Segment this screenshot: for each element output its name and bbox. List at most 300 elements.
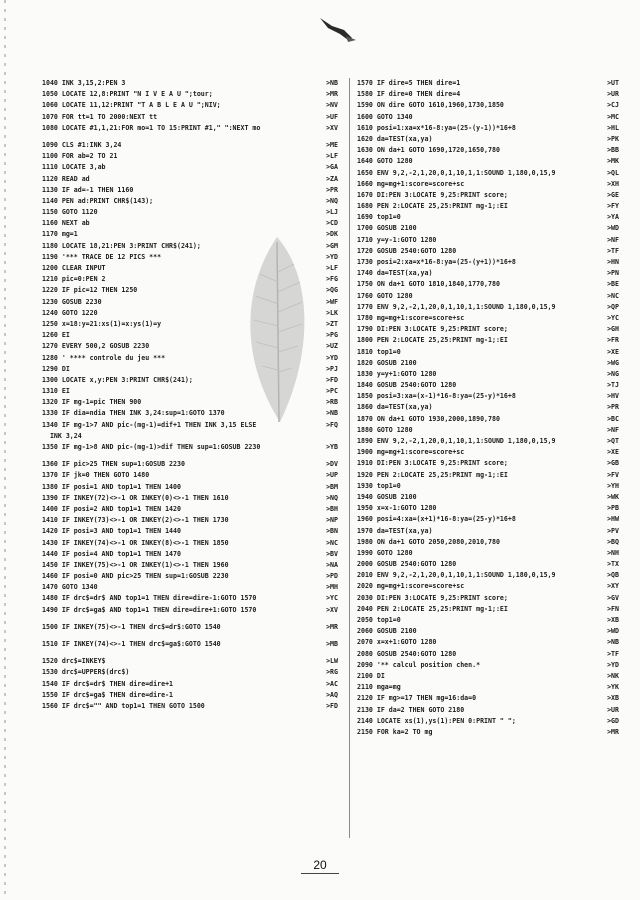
checksum: >XB bbox=[607, 694, 619, 703]
checksum: >NF bbox=[607, 235, 619, 244]
checksum: >HL bbox=[607, 123, 619, 132]
code-line bbox=[357, 682, 619, 693]
code-text: 1740 da=TEST(xa,ya) bbox=[357, 269, 433, 278]
checksum: >HW bbox=[607, 515, 619, 524]
checksum: >LW bbox=[326, 657, 338, 666]
code-line bbox=[357, 100, 619, 111]
code-line bbox=[357, 581, 619, 592]
code-text: 1770 ENV 9,2,-2,1,20,0,1,10,1,1:SOUND 1,180,0,15,9 bbox=[357, 302, 556, 311]
checksum: >RB bbox=[326, 398, 338, 407]
checksum: >MR bbox=[607, 727, 619, 736]
checksum: >MR bbox=[326, 90, 338, 99]
code-text: 1430 IF INKEY(74)<>-1 OR INKEY(8)<>-1 THEN 1850 bbox=[42, 538, 229, 547]
code-line bbox=[357, 291, 619, 302]
checksum: >BN bbox=[326, 527, 338, 536]
checksum: >BM bbox=[326, 482, 338, 491]
code-text: 1240 GOTO 1220 bbox=[42, 308, 98, 317]
checksum: >NC bbox=[326, 538, 338, 547]
code-line bbox=[42, 442, 338, 453]
code-text: 1090 CLS #1:INK 3,24 bbox=[42, 140, 122, 149]
code-line bbox=[357, 190, 619, 201]
checksum: >NQ bbox=[326, 196, 338, 205]
code-line bbox=[42, 526, 338, 537]
code-text: 1580 IF dire=0 THEN dire=4 bbox=[357, 90, 461, 99]
column-separator bbox=[349, 78, 350, 838]
code-text: 1300 LOCATE x,y:PEN 3:PRINT CHR$(241); bbox=[42, 375, 193, 384]
checksum: >PR bbox=[607, 403, 619, 412]
checksum: >YA bbox=[607, 213, 619, 222]
code-text: 1330 IF dia=ndia THEN INK 3,24:sup=1:GOTO 1370 bbox=[42, 409, 225, 418]
code-text: 1700 GOSUB 2100 bbox=[357, 224, 417, 233]
checksum: >TX bbox=[607, 560, 619, 569]
code-text: 2090 '** calcul position chen.* bbox=[357, 660, 481, 669]
code-text: 1800 PEN 2:LOCATE 25,25:PRINT mg-1;:EI bbox=[357, 336, 508, 345]
code-text: 2140 LOCATE xs(1),ys(1):PEN 0:PRINT " "; bbox=[357, 716, 516, 725]
code-line bbox=[42, 515, 338, 526]
code-text: 1960 posi=4:xa=(x+1)*16-8:ya=(25-y)*16+8 bbox=[357, 515, 516, 524]
code-line bbox=[357, 257, 619, 268]
checksum: >PR bbox=[326, 185, 338, 194]
code-text: 2120 IF mg>=17 THEN mg=16:da=0 bbox=[357, 694, 477, 703]
checksum: >UR bbox=[607, 705, 619, 714]
code-text: 1200 CLEAR INPUT bbox=[42, 264, 106, 272]
code-line bbox=[357, 492, 619, 503]
checksum: >QL bbox=[607, 168, 619, 177]
checksum: >CD bbox=[326, 219, 338, 228]
code-text: 1710 y=y-1:GOTO 1280 bbox=[357, 235, 437, 244]
checksum: >QP bbox=[607, 302, 619, 311]
code-line bbox=[357, 559, 619, 570]
code-line bbox=[42, 482, 338, 493]
code-text: 1950 x=x-1:GOTO 1280 bbox=[357, 504, 437, 513]
code-text: 1320 IF mg-1=pic THEN 900 bbox=[42, 398, 142, 407]
code-line bbox=[42, 263, 338, 274]
code-text: 1990 GOTO 1280 bbox=[357, 548, 413, 557]
checksum: >TF bbox=[607, 649, 619, 658]
code-text: 1940 GOSUB 2100 bbox=[357, 492, 417, 501]
code-line bbox=[357, 246, 619, 257]
checksum: >XV bbox=[326, 605, 338, 614]
code-text: 1790 DI:PEN 3:LOCATE 9,25:PRINT score; bbox=[357, 325, 508, 334]
checksum: >UZ bbox=[326, 342, 338, 351]
checksum: >HN bbox=[607, 258, 619, 266]
checksum: >YC bbox=[326, 594, 338, 603]
code-line bbox=[357, 112, 619, 123]
checksum: >NV bbox=[326, 101, 338, 110]
code-text: 1470 GOTO 1340 bbox=[42, 583, 98, 592]
code-line bbox=[357, 693, 619, 704]
checksum: >YD bbox=[607, 660, 619, 669]
code-text: 2030 DI:PEN 3:LOCATE 9,25:PRINT score; bbox=[357, 593, 508, 602]
code-line bbox=[357, 145, 619, 156]
code-line bbox=[42, 274, 338, 285]
code-line bbox=[357, 436, 619, 447]
checksum: >BB bbox=[607, 146, 619, 155]
code-line bbox=[42, 207, 338, 218]
code-line bbox=[42, 605, 338, 616]
checksum: >NP bbox=[326, 516, 338, 525]
code-text: 1630 ON da+1 GOTO 1690,1720,1650,780 bbox=[357, 146, 500, 155]
code-line bbox=[357, 347, 619, 358]
code-text: 2130 IF da=2 THEN GOTO 2180 bbox=[357, 705, 465, 714]
checksum: >GV bbox=[607, 593, 619, 602]
code-line bbox=[42, 504, 338, 515]
code-line bbox=[357, 615, 619, 626]
code-line bbox=[357, 201, 619, 212]
checksum: >UF bbox=[326, 112, 338, 121]
code-text: 1930 top1=0 bbox=[357, 481, 401, 490]
code-line bbox=[42, 218, 338, 229]
code-line bbox=[357, 637, 619, 648]
code-text: 1970 da=TEST(xa,ya) bbox=[357, 526, 433, 535]
code-text: 1150 GOTO 1120 bbox=[42, 208, 98, 217]
code-line bbox=[42, 375, 338, 386]
code-line bbox=[42, 639, 338, 650]
checksum: >LK bbox=[326, 308, 338, 317]
code-line bbox=[42, 162, 338, 173]
checksum: >XE bbox=[607, 448, 619, 457]
code-text: 1650 ENV 9,2,-2,1,20,0,1,10,1,1:SOUND 1,180,0,15,9 bbox=[357, 168, 556, 177]
checksum: >FR bbox=[607, 336, 619, 345]
code-text: 1520 drc$=INKEY$ bbox=[42, 657, 106, 666]
checksum: >GD bbox=[607, 716, 619, 725]
code-text: 1070 FOR tt=1 TO 2000:NEXT tt bbox=[42, 112, 158, 121]
checksum: >AC bbox=[326, 679, 338, 688]
checksum: >NB bbox=[326, 409, 338, 418]
code-text: 1450 IF INKEY(75)<>-1 OR INKEY(1)<>-1 THEN 1960 bbox=[42, 560, 229, 569]
checksum: >BE bbox=[607, 280, 619, 289]
checksum: >NF bbox=[607, 425, 619, 434]
code-text: 2150 FOR ka=2 TO mg bbox=[357, 727, 433, 736]
code-text: 1080 LOCATE #1,1,21:FOR mo=1 TO 15:PRINT #1," ":NEXT mo bbox=[42, 123, 261, 132]
checksum: >QB bbox=[607, 571, 619, 580]
code-line bbox=[42, 78, 338, 89]
code-text: 1370 IF jk=0 THEN GOTO 1480 bbox=[42, 471, 150, 480]
code-text: 1570 IF dire=5 THEN dire=1 bbox=[357, 79, 461, 87]
code-text: 1140 PEN ad:PRINT CHR$(143); bbox=[42, 196, 154, 205]
checksum: >PJ bbox=[326, 364, 338, 373]
code-text: 1600 GOTO 1340 bbox=[357, 112, 413, 121]
checksum: >PK bbox=[607, 134, 619, 143]
code-text: 1170 mg=1 bbox=[42, 230, 78, 239]
paper-clip-ornament-icon bbox=[318, 14, 358, 44]
checksum: >UP bbox=[326, 471, 338, 480]
code-text: 1230 GOSUB 2230 bbox=[42, 297, 102, 306]
code-line bbox=[42, 241, 338, 252]
code-line bbox=[42, 420, 338, 431]
checksum: >ZT bbox=[326, 319, 338, 328]
code-text: 2080 GOSUB 2540:GOTO 1280 bbox=[357, 649, 457, 658]
checksum: >FQ bbox=[326, 420, 338, 429]
code-line bbox=[42, 252, 338, 263]
code-text: 1920 PEN 2:LOCATE 25,25:PRINT mg-1;:EI bbox=[357, 470, 508, 479]
code-line bbox=[357, 279, 619, 290]
checksum: >PC bbox=[326, 387, 338, 396]
perforation-edge bbox=[4, 0, 6, 900]
checksum: >FY bbox=[607, 202, 619, 211]
code-text: 2110 mga=mg bbox=[357, 683, 401, 692]
checksum: >PG bbox=[326, 331, 338, 340]
code-text: 1250 x=18:y=21:xs(1)=x:ys(1)=y bbox=[42, 319, 162, 328]
code-text: 1680 PEN 2:LOCATE 25,25:PRINT mg-1;:EI bbox=[357, 202, 508, 211]
code-line bbox=[357, 425, 619, 436]
checksum: >DV bbox=[326, 460, 338, 469]
checksum: >GA bbox=[326, 163, 338, 172]
code-line bbox=[42, 151, 338, 162]
code-line bbox=[42, 386, 338, 397]
code-text: 1660 mg=mg+1:score=score+sc bbox=[357, 179, 465, 188]
code-line bbox=[42, 459, 338, 470]
code-text: 1480 IF drc$=dr$ AND top1=1 THEN dire=dire-1:GOTO 1570 bbox=[42, 594, 257, 603]
checksum: >WF bbox=[326, 297, 338, 306]
code-text: 1290 DI bbox=[42, 364, 70, 373]
checksum: >FD bbox=[326, 701, 338, 710]
code-text: INK 3,24 bbox=[42, 431, 82, 440]
code-line bbox=[357, 481, 619, 492]
checksum: >XH bbox=[607, 179, 619, 188]
checksum: >YC bbox=[607, 313, 619, 322]
code-text: 1840 GOSUB 2540:GOTO 1280 bbox=[357, 381, 457, 390]
code-text: 1780 mg=mg+1:score=score+sc bbox=[357, 313, 465, 322]
code-line bbox=[42, 100, 338, 111]
code-line bbox=[357, 123, 619, 134]
checksum: >XE bbox=[607, 347, 619, 356]
code-text: 1360 IF pic>25 THEN sup=1:GOSUB 2230 bbox=[42, 460, 185, 469]
code-line bbox=[42, 593, 338, 604]
code-text: 1190 '*** TRACE DE 12 PICS *** bbox=[42, 252, 162, 261]
checksum: >BC bbox=[607, 414, 619, 423]
code-line bbox=[42, 431, 338, 442]
code-text: 1760 GOTO 1280 bbox=[357, 291, 413, 300]
code-line bbox=[42, 701, 338, 712]
code-line bbox=[42, 229, 338, 240]
checksum: >TF bbox=[607, 246, 619, 255]
code-text: 1380 IF posi=1 AND top1=1 THEN 1400 bbox=[42, 482, 181, 491]
code-line bbox=[357, 671, 619, 682]
checksum: >PD bbox=[326, 572, 338, 581]
code-text: 1050 LOCATE 12,8:PRINT "N I V E A U ";tour; bbox=[42, 90, 213, 99]
code-line bbox=[42, 123, 338, 134]
checksum: >NH bbox=[607, 548, 619, 557]
code-text: 1420 IF posi=3 AND top1=1 THEN 1440 bbox=[42, 527, 181, 536]
code-text: 1280 ' **** controle du jeu *** bbox=[42, 353, 166, 362]
code-line bbox=[42, 549, 338, 560]
code-text: 1560 IF drc$="" AND top1=1 THEN GOTO 1500 bbox=[42, 701, 205, 710]
checksum: >GB bbox=[607, 459, 619, 468]
code-line bbox=[42, 656, 338, 667]
code-text: 1540 IF drc$=dr$ THEN dire=dire+1 bbox=[42, 679, 174, 688]
code-text: 1350 IF mg-1>8 AND pic-(mg-1)>dif THEN sup=1:GOSUB 2230 bbox=[42, 443, 261, 451]
code-line bbox=[357, 447, 619, 458]
code-text: 2050 top1=0 bbox=[357, 616, 401, 624]
code-line bbox=[42, 174, 338, 185]
checksum: >GM bbox=[326, 241, 338, 250]
code-text: 1310 EI bbox=[42, 387, 70, 396]
checksum: >XV bbox=[326, 123, 338, 132]
code-text: 2000 GOSUB 2540:GOTO 1280 bbox=[357, 560, 457, 569]
code-line bbox=[357, 223, 619, 234]
code-text: 1750 ON da+1 GOTO 1810,1840,1770,780 bbox=[357, 280, 500, 289]
checksum: >YD bbox=[326, 353, 338, 362]
code-text: 1510 IF INKEY(74)<>-1 THEN drc$=ga$:GOTO 1540 bbox=[42, 640, 221, 648]
code-text: 1890 ENV 9,2,-2,1,20,0,1,10,1,1:SOUND 1,180,0,15,9 bbox=[357, 437, 556, 445]
code-text: 2100 DI bbox=[357, 671, 385, 680]
code-text: 1720 GOSUB 2540:GOTO 1280 bbox=[357, 246, 457, 255]
checksum: >FD bbox=[326, 375, 338, 384]
code-line bbox=[42, 571, 338, 582]
code-text: 1610 posi=1:xa=x*16-8:ya=(25-(y-1))*16+8 bbox=[357, 123, 516, 132]
checksum: >NK bbox=[607, 671, 619, 680]
code-text: 1730 posi=2:xa=x*16-8:ya=(25-(y+1))*16+8 bbox=[357, 258, 516, 266]
checksum: >NB bbox=[607, 638, 619, 647]
code-line bbox=[357, 168, 619, 179]
code-line bbox=[357, 649, 619, 660]
checksum: >QG bbox=[326, 286, 338, 295]
code-text: 1160 NEXT ab bbox=[42, 219, 90, 228]
checksum: >HV bbox=[607, 392, 619, 401]
code-text: 1870 ON da+1 GOTO 1930,2000,1890,780 bbox=[357, 414, 500, 423]
code-line bbox=[357, 716, 619, 727]
checksum: >UR bbox=[607, 90, 619, 99]
page-number: 20 bbox=[313, 858, 327, 872]
code-line bbox=[357, 391, 619, 402]
code-line bbox=[42, 690, 338, 701]
code-line bbox=[357, 727, 619, 738]
checksum: >QT bbox=[607, 437, 619, 445]
code-text: 1980 ON da+1 GOTO 2050,2080,2010,780 bbox=[357, 537, 500, 546]
checksum: >RG bbox=[326, 668, 338, 677]
code-line bbox=[357, 470, 619, 481]
code-listing-left bbox=[42, 78, 338, 712]
code-line bbox=[42, 196, 338, 207]
code-line bbox=[357, 89, 619, 100]
code-line bbox=[357, 660, 619, 671]
code-line bbox=[357, 78, 619, 89]
code-text: 1490 IF drc$=ga$ AND top1=1 THEN dire=dire+1:GOTO 1570 bbox=[42, 605, 257, 614]
checksum: >PN bbox=[607, 269, 619, 278]
code-text: 1880 GOTO 1280 bbox=[357, 425, 413, 434]
checksum: >LF bbox=[326, 264, 338, 272]
code-line bbox=[357, 358, 619, 369]
code-text: 1220 IF pic=12 THEN 1250 bbox=[42, 286, 138, 295]
checksum: >NB bbox=[326, 79, 338, 87]
checksum: >NQ bbox=[326, 493, 338, 502]
code-line bbox=[42, 330, 338, 341]
code-line bbox=[357, 235, 619, 246]
checksum: >WD bbox=[607, 224, 619, 233]
code-line bbox=[42, 285, 338, 296]
code-line bbox=[357, 335, 619, 346]
code-text: 1640 GOTO 1280 bbox=[357, 157, 413, 166]
code-line bbox=[357, 380, 619, 391]
code-text: 1850 posi=3:xa=(x-1)*16-8:ya=(25-y)*16+8 bbox=[357, 392, 516, 401]
checksum: >MR bbox=[326, 622, 338, 631]
code-line bbox=[357, 526, 619, 537]
checksum: >TJ bbox=[607, 381, 619, 390]
code-line bbox=[42, 493, 338, 504]
code-text: 1820 GOSUB 2100 bbox=[357, 358, 417, 367]
code-text: 1530 drc$=UPPER$(drc$) bbox=[42, 668, 130, 677]
checksum: >LF bbox=[326, 152, 338, 161]
code-line bbox=[357, 156, 619, 167]
code-line bbox=[42, 185, 338, 196]
code-text: 1130 IF ad=-1 THEN 1160 bbox=[42, 185, 134, 194]
code-line bbox=[42, 667, 338, 678]
code-line bbox=[42, 89, 338, 100]
code-text: 2040 PEN 2:LOCATE 25,25:PRINT mg-1;:EI bbox=[357, 604, 508, 613]
checksum: >WK bbox=[607, 492, 619, 501]
code-line bbox=[42, 308, 338, 319]
code-text: 1690 top1=0 bbox=[357, 213, 401, 222]
code-text: 1550 IF drc$=ga$ THEN dire=dire-1 bbox=[42, 690, 174, 699]
code-line bbox=[357, 134, 619, 145]
code-text: 1590 ON dire GOTO 1610,1960,1730,1850 bbox=[357, 101, 504, 110]
checksum: >WG bbox=[607, 358, 619, 367]
code-text: 2010 ENV 9,2,-2,1,20,0,1,10,1,1:SOUND 1,180,0,15,9 bbox=[357, 571, 556, 580]
code-text: 1180 LOCATE 18,21:PEN 3:PRINT CHR$(241); bbox=[42, 241, 201, 250]
checksum: >GH bbox=[607, 325, 619, 334]
checksum: >ME bbox=[326, 140, 338, 149]
checksum: >BQ bbox=[607, 537, 619, 546]
checksum: >FN bbox=[607, 604, 619, 613]
code-text: 1260 EI bbox=[42, 331, 70, 340]
code-text: 1400 IF posi=2 AND top1=1 THEN 1420 bbox=[42, 504, 181, 513]
checksum: >PV bbox=[607, 526, 619, 535]
checksum: >BV bbox=[326, 549, 338, 558]
checksum: >UT bbox=[607, 79, 619, 87]
checksum: >YB bbox=[326, 443, 338, 451]
checksum: >MC bbox=[607, 112, 619, 121]
checksum: >AQ bbox=[326, 690, 338, 699]
code-text: 1040 INK 3,15,2:PEN 3 bbox=[42, 79, 126, 87]
code-text: 1830 y=y+1:GOTO 1280 bbox=[357, 369, 437, 378]
code-text: 1340 IF mg-1>7 AND pic-(mg-1)=dif+1 THEN INK 3,15 ELSE bbox=[42, 420, 257, 429]
code-line bbox=[42, 353, 338, 364]
code-line bbox=[357, 369, 619, 380]
code-text: 1910 DI:PEN 3:LOCATE 9,25:PRINT score; bbox=[357, 459, 508, 468]
code-text: 1390 IF INKEY(72)<>-1 OR INKEY(0)<>-1 THEN 1610 bbox=[42, 493, 229, 502]
code-line bbox=[42, 470, 338, 481]
checksum: >BH bbox=[326, 504, 338, 513]
checksum: >YD bbox=[326, 252, 338, 261]
code-line bbox=[42, 538, 338, 549]
checksum: >FV bbox=[607, 470, 619, 479]
checksum: >WD bbox=[607, 627, 619, 636]
code-line bbox=[357, 268, 619, 279]
code-line bbox=[42, 112, 338, 123]
checksum: >MH bbox=[326, 583, 338, 592]
code-text: 1100 FOR ab=2 TO 21 bbox=[42, 152, 118, 161]
code-text: 1500 IF INKEY(75)<>-1 THEN drc$=dr$:GOTO 1540 bbox=[42, 622, 221, 631]
checksum: >LJ bbox=[326, 208, 338, 217]
code-line bbox=[42, 341, 338, 352]
code-text: 1210 pic=0:PEN 2 bbox=[42, 275, 106, 284]
checksum: >MB bbox=[326, 640, 338, 648]
code-line bbox=[357, 705, 619, 716]
code-text: 2060 GOSUB 2100 bbox=[357, 627, 417, 636]
checksum: >CJ bbox=[607, 101, 619, 110]
code-line bbox=[357, 458, 619, 469]
code-line bbox=[42, 397, 338, 408]
checksum: >XY bbox=[607, 582, 619, 591]
code-line bbox=[357, 414, 619, 425]
code-text: 1670 DI:PEN 3:LOCATE 9,25:PRINT score; bbox=[357, 190, 508, 199]
code-line bbox=[357, 212, 619, 223]
code-text: 1270 EVERY 500,2 GOSUB 2230 bbox=[42, 342, 150, 351]
checksum: >MK bbox=[607, 157, 619, 166]
code-line bbox=[357, 402, 619, 413]
checksum: >FG bbox=[326, 275, 338, 284]
